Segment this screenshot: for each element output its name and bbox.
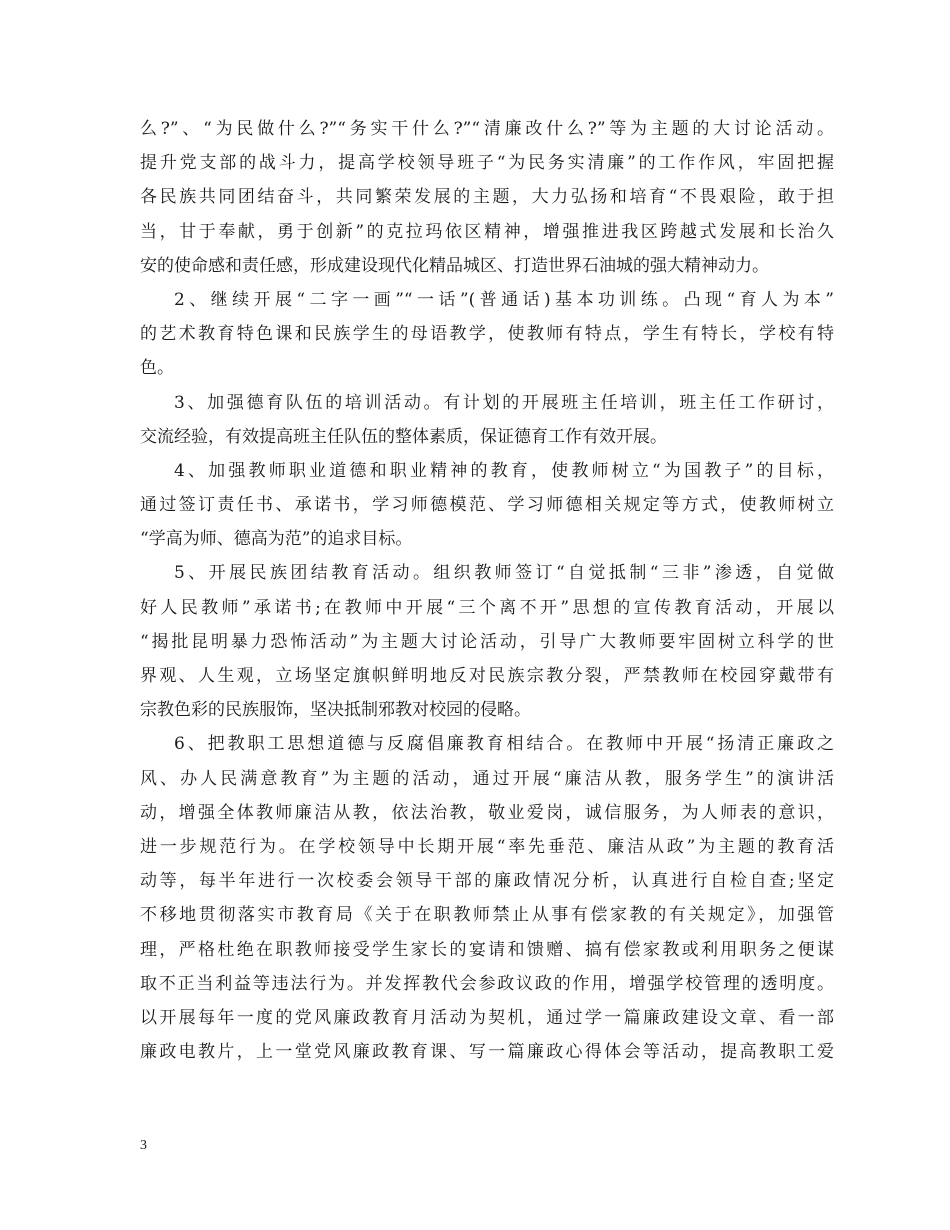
text-line: 通过签订责任书、承诺书，学习师德模范、学习师德相关规定等方式，使教师树立 — [140, 495, 834, 516]
text-line: 色。 — [140, 358, 174, 379]
text-line: 以开展每年一度的党风廉政教育月活动为契机，通过学一篇廉政建设文章、看一部 — [140, 1007, 834, 1028]
paragraph-first-line: 2、继续开展“二字一画”“一话”(普通话)基本功训练。凸现“育人为本” — [174, 289, 834, 310]
text-line: 当，甘于奉献，勇于创新”的克拉玛依区精神，增强推进我区跨越式发展和长治久 — [140, 221, 834, 242]
text-line: 提升党支部的战斗力，提高学校领导班子“为民务实清廉”的工作作风，牢固把握 — [140, 153, 834, 174]
text-line: 取不正当利益等违法行为。并发挥教代会参政议政的作用，增强学校管理的透明度。 — [140, 973, 834, 994]
text-line: 好人民教师”承诺书;在教师中开展“三个离不开”思想的宣传教育活动，开展以 — [140, 597, 834, 618]
text-line: 宗教色彩的民族服饰，坚决抵制邪教对校园的侵略。 — [140, 700, 531, 721]
paragraph-first-line: 5、开展民族团结教育活动。组织教师签订“自觉抵制“三非”渗透，自觉做 — [174, 563, 834, 584]
text-line: 动，增强全体教师廉洁从教，依法治教，敬业爱岗，诚信服务，为人师表的意识， — [140, 802, 834, 823]
text-line: “学高为师、德高为范”的追求目标。 — [140, 529, 413, 550]
text-line: 动等，每半年进行一次校委会领导干部的廉政情况分析，认真进行自检自查;坚定 — [140, 871, 834, 892]
text-line: 进一步规范行为。在学校领导中长期开展“率先垂范、廉洁从政”为主题的教育活 — [140, 836, 834, 857]
text-line: “揭批昆明暴力恐怖活动”为主题大讨论活动，引导广大教师要牢固树立科学的世 — [140, 631, 834, 652]
paragraph-first-line: 4、加强教师职业道德和职业精神的教育，使教师树立“为国教子”的目标， — [174, 460, 834, 481]
text-line: 廉政电教片，上一堂党风廉政教育课、写一篇廉政心得体会等活动，提高教职工爱 — [140, 1042, 834, 1063]
text-line: 各民族共同团结奋斗，共同繁荣发展的主题，大力弘扬和培育“不畏艰险，敢于担 — [140, 187, 834, 208]
text-line: 交流经验，有效提高班主任队伍的整体素质，保证德育工作有效开展。 — [140, 426, 667, 447]
paragraph-first-line: 3、加强德育队伍的培训活动。有计划的开展班主任培训，班主任工作研讨， — [174, 392, 834, 413]
text-line: 的艺术教育特色课和民族学生的母语教学，使教师有特点，学生有特长，学校有特 — [140, 324, 834, 345]
document-body — [140, 112, 834, 1069]
text-line: 理，严格杜绝在职教师接受学生家长的宴请和馈赠、搞有偿家教或利用职务之便谋 — [140, 939, 834, 960]
text-line: 么?”、“为民做什么?”“务实干什么?”“清廉改什么?”等为主题的大讨论活动。 — [140, 119, 834, 139]
page-number: 3 — [140, 1138, 147, 1153]
text-line: 安的使命感和责任感，形成建设现代化精品城区、打造世界石油城的强大精神动力。 — [140, 255, 769, 276]
paragraph-first-line: 6、把教职工思想道德与反腐倡廉教育相结合。在教师中开展“扬清正廉政之 — [174, 734, 834, 755]
text-line: 风、办人民满意教育”为主题的活动，通过开展“廉洁从教，服务学生”的演讲活 — [140, 768, 834, 789]
text-line: 界观、人生观，立场坚定旗帜鲜明地反对民族宗教分裂，严禁教师在校园穿戴带有 — [140, 666, 834, 686]
text-line: 不移地贯彻落实市教育局《关于在职教师禁止从事有偿家教的有关规定》，加强管 — [140, 905, 834, 926]
